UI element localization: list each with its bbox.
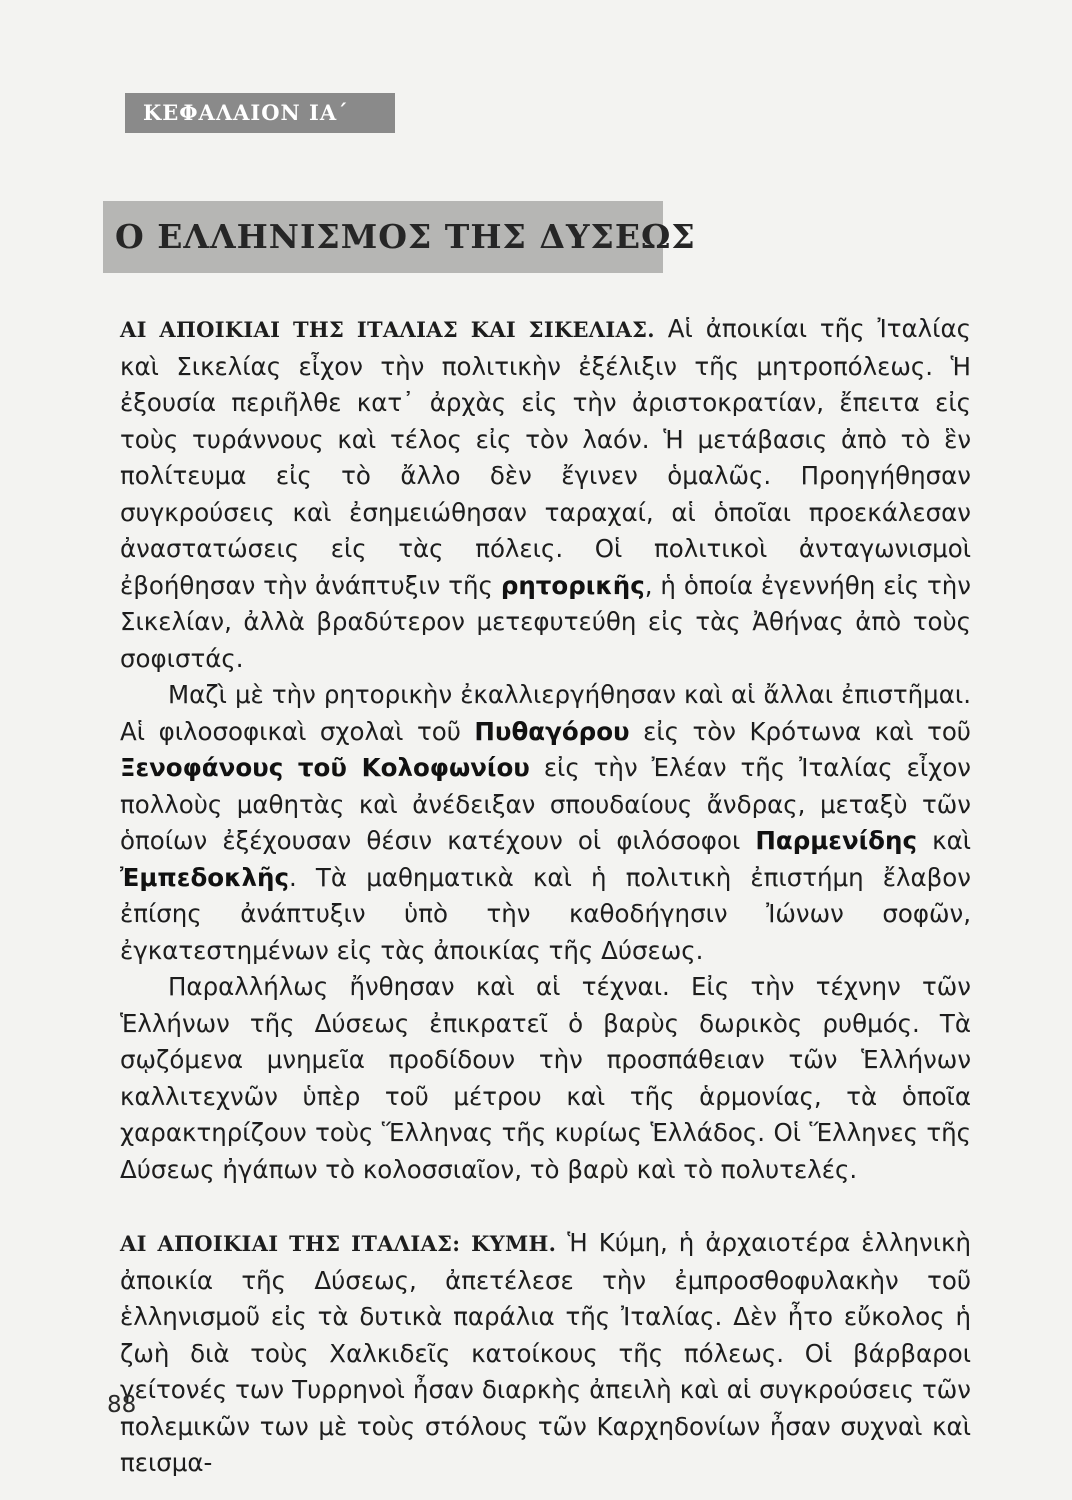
name-xenophanes: Ξενοφάνους τοῦ Κολοφωνίου: [120, 753, 530, 782]
paragraph-sciences: [120, 677, 971, 969]
paragraph-text: Ἡ Κύμη, ἡ ἀρχαιοτέρα ἑλληνικὴ ἀποικία τῆς Δύσεως, ἀπετέλεσε τὴν ἐμπροσθοφυλακὴν τοῦ ἑλληνισμοῦ εἰς τὰ δυτικὰ παράλια τῆς Ἰταλίας. Δὲν ἦτο εὔκολος ἡ ζωὴ διὰ τοὺς Χαλκιδεῖς κατοίκους τῆς πόλεως. Οἱ βάρβαροι γείτονές των Τυρρηνοὶ ἦσαν διαρκὴς ἀπειλὴ καὶ αἱ συγκρούσεις τῶν πολεμικῶν των μὲ τοὺς στόλους τῶν Καρχηδονίων ἦσαν συχναὶ καὶ πεισμα-: [120, 1228, 971, 1477]
paragraph-text: εἰς τὸν Κρότωνα καὶ τοῦ: [629, 716, 971, 746]
paragraph-colonies-intro: [120, 311, 971, 677]
name-empedocles: Ἐμπεδοκλῆς: [120, 862, 289, 892]
paragraph-text: Μαζὶ μὲ τὴν ρητορικὴν ἐκαλλιεργήθησαν καὶ αἱ ἄλλαι ἐπιστῆμαι. Αἱ φιλοσοφικαὶ σχολαὶ τοῦ: [120, 680, 971, 746]
paragraph-arts: Παραλλήλως ἤνθησαν καὶ αἱ τέχναι. Εἰς τὴν τέχνην τῶν Ἑλλήνων τῆς Δύσεως ἐπικρατεῖ ὁ βαρὺς δωρικὸς ρυθμός. Τὰ σῳζόμενα μνημεῖα προδίδουν τὴν προσπάθειαν τῶν Ἑλλήνων καλλιτεχνῶν ὑπὲρ τοῦ μέτρου καὶ τῆς ἁρμονίας, τὰ ὁποῖα χαρακτηρίζουν τοὺς Ἕλληνας τῆς κυρίως Ἑλλάδος. Οἱ Ἕλληνες τῆς Δύσεως ἠγάπων τὸ κολοσσιαῖον, τὸ βαρὺ καὶ τὸ πολυτελές.: [120, 972, 971, 1184]
paragraph-text: Αἱ ἀποικίαι τῆς Ἰταλίας καὶ Σικελίας εἶχον τὴν πολιτικὴν ἐξέλιξιν τῆς μητροπόλεως. Ἡ ἐξουσία περιῆλθε κατ᾽ ἀρχὰς εἰς τὴν ἀριστοκρατίαν, ἔπειτα εἰς τοὺς τυράννους καὶ τέλος εἰς τὸν λαόν. Ἡ μετάβασις ἀπὸ τὸ ἓν πολίτευμα εἰς τὸ ἄλλο δὲν ἔγινεν ὁμαλῶς. Προηγήθησαν συγκρούσεις καὶ ἐσημειώθησαν ταραχαί, αἱ ὁποῖαι προεκάλεσαν ἀναστατώσεις εἰς τὰς πόλεις. Οἱ πολιτικοὶ ἀνταγωνισμοὶ ἐβοήθησαν τὴν ἀνάπτυξιν τῆς: [120, 314, 971, 600]
paragraph-text: εἰς τὴν Ἐλέαν τῆς Ἰταλίας εἶχον πολλοὺς μαθητὰς καὶ ἀνέδειξαν σπουδαίους ἄνδρας, μεταξὺ τῶν ὁποίων ἐξέχουσαν θέσιν κατέχουν οἱ φιλόσοφοι: [120, 753, 971, 855]
section-heading-cumae: ΑΙ ΑΠΟΙΚΙΑΙ ΤΗΣ ΙΤΑΛΙΑΣ: ΚΥΜΗ.: [120, 1231, 557, 1256]
section-heading-italy-sicily: ΑΙ ΑΠΟΙΚΙΑΙ ΤΗΣ ΙΤΑΛΙΑΣ ΚΑΙ ΣΙΚΕΛΙΑΣ.: [120, 317, 655, 342]
term-rhetoric: ρητορικῆς: [500, 570, 645, 600]
name-parmenides: Παρμενίδης: [755, 826, 917, 855]
paragraph-text: . Τὰ μαθηματικὰ καὶ ἡ πολιτικὴ ἐπιστήμη ἔλαβον ἐπίσης ἀνάπτυξιν ὑπὸ τὴν καθοδήγησιν Ἰώνων σοφῶν, ἐγκατεστημένων εἰς τὰς ἀποικίας τῆς Δύσεως.: [120, 862, 971, 965]
paragraph-cumae: [120, 1225, 971, 1482]
paragraph-text: καὶ: [916, 826, 972, 855]
chapter-title: Ο ΕΛΛΗΝΙΣΜΟΣ ΤΗΣ ΔΥΣΕΩΣ: [103, 201, 663, 273]
body-text: [120, 311, 971, 1482]
name-pythagoras: Πυθαγόρου: [474, 716, 630, 746]
paragraph-text: , ἡ ὁποία ἐγεννήθη εἰς τὴν Σικελίαν, ἀλλὰ βραδύτερον μετεφυτεύθη εἰς τὰς Ἀθήνας ἀπὸ τοὺς σοφιστάς.: [120, 570, 971, 673]
chapter-label: ΚΕΦΑΛΑΙΟΝ ΙΑ΄: [125, 93, 395, 133]
page-number: 88: [107, 1392, 137, 1418]
